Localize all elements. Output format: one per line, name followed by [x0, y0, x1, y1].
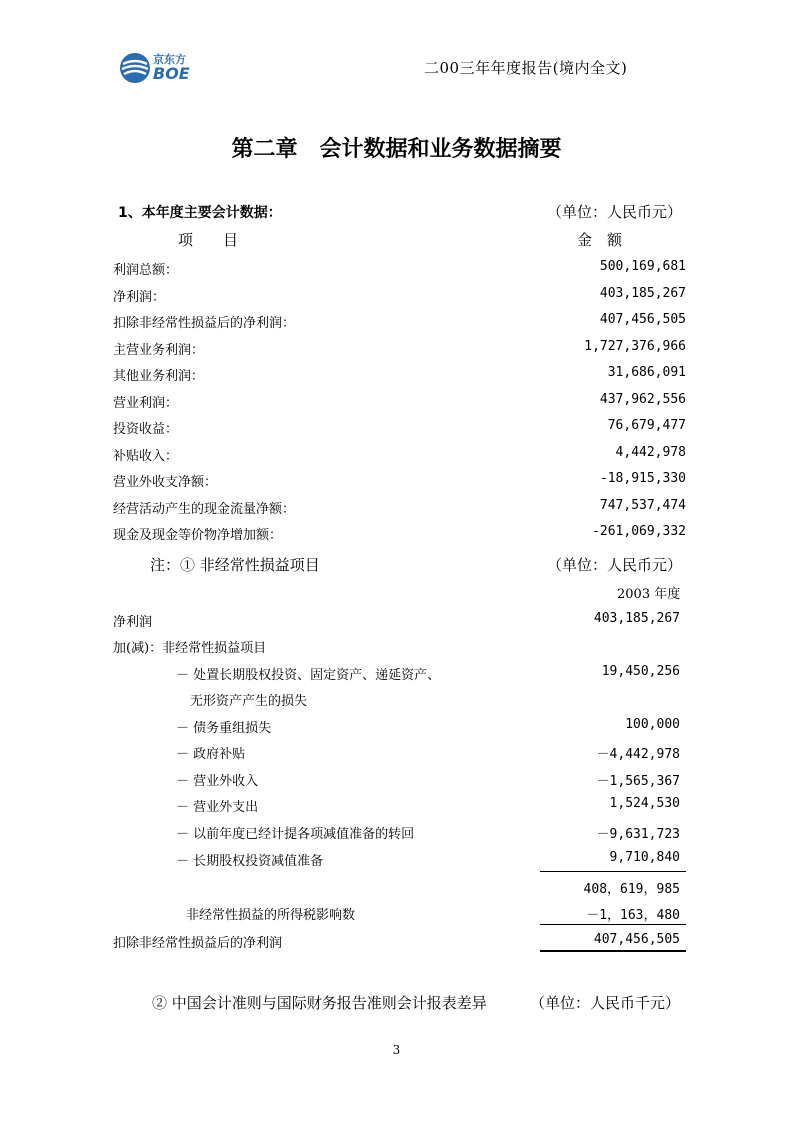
item-label: － 以前年度已经计提各项减值准备的转回 — [176, 827, 415, 842]
item-value: －4,442,978 — [596, 747, 680, 762]
item-label: － 长期股权投资减值准备 — [176, 854, 324, 869]
note2-unit: （单位：人民币千元） — [530, 994, 681, 1012]
income-tax-effect-label: 非经常性损益的所得税影响数 — [186, 908, 356, 923]
report-header-title: 二00三年年度报告(境内全文) — [424, 59, 628, 77]
row-value: 747,537,474 — [599, 498, 686, 513]
add-deduct-label: 加(减)：非经常性损益项目 — [113, 641, 267, 656]
section-title-main-accounting-data: 1、本年度主要会计数据： — [118, 205, 282, 221]
row-value: 407,456,505 — [599, 312, 686, 327]
item-value: －9,631,723 — [596, 827, 680, 842]
row-label: 利润总额： — [113, 263, 179, 278]
page-number: 3 — [392, 1043, 401, 1057]
net-profit-after-deduction-label: 扣除非经常性损益后的净利润 — [113, 936, 283, 951]
income-tax-effect-value: －1，163，480 — [586, 908, 680, 923]
item-label: 无形资产产生的损失 — [190, 694, 308, 709]
item-value: 19,450,256 — [601, 664, 680, 679]
note1-title: 注：① 非经常性损益项目 — [150, 556, 320, 574]
note1-unit: （单位：人民币元） — [547, 556, 683, 574]
row-label: 现金及现金等价物净增加额： — [113, 528, 283, 543]
item-label: － 政府补贴 — [176, 747, 246, 762]
subtotal-rule — [540, 871, 686, 872]
logo-en-text: BOE — [153, 64, 190, 83]
final-double-rule — [540, 950, 686, 952]
item-value: －1,565,367 — [596, 774, 680, 789]
tax-rule — [540, 924, 686, 925]
item-label: － 营业外收入 — [176, 774, 259, 789]
row-value: 76,679,477 — [607, 418, 686, 433]
row-label: 投资收益： — [113, 422, 179, 437]
row-label: 净利润： — [113, 290, 166, 305]
column-header-item: 项 目 — [178, 231, 239, 249]
section1-unit: （单位：人民币元） — [547, 203, 683, 221]
row-value: 1,727,376,966 — [584, 339, 686, 354]
net-profit-value: 403,185,267 — [593, 611, 680, 626]
row-label: 其他业务利润： — [113, 369, 205, 384]
item-label: － 债务重组损失 — [176, 721, 272, 736]
row-value: 403,185,267 — [599, 286, 686, 301]
row-value: -18,915,330 — [599, 471, 686, 486]
logo-cn-text: 京东方 — [153, 53, 186, 66]
row-label: 经营活动产生的现金流量净额： — [113, 502, 296, 517]
row-label: 主营业务利润： — [113, 343, 205, 358]
column-header-amount: 金 额 — [577, 231, 623, 249]
subtotal-value: 408，619，985 — [583, 882, 680, 897]
row-value: 31,686,091 — [607, 365, 686, 380]
net-profit-after-deduction-value: 407,456,505 — [593, 932, 680, 947]
item-value: 100,000 — [625, 717, 680, 732]
row-label: 扣除非经常性损益后的净利润： — [113, 316, 296, 331]
row-value: 500,169,681 — [599, 259, 686, 274]
row-label: 营业外收支净额： — [113, 475, 218, 490]
item-value: 1,524,530 — [609, 796, 680, 811]
row-value: 437,962,556 — [599, 392, 686, 407]
row-value: -261,069,332 — [592, 524, 686, 539]
note1-year-header: 2003 年度 — [617, 587, 681, 602]
row-label: 补贴收入： — [113, 449, 179, 464]
boe-logo — [118, 50, 200, 86]
row-value: 4,442,978 — [615, 445, 686, 460]
note2-title: ② 中国会计准则与国际财务报告准则会计报表差异 — [152, 994, 487, 1012]
chapter-title: 第二章 会计数据和业务数据摘要 — [231, 137, 562, 162]
item-label: － 处置长期股权投资、固定资产、递延资产、 — [176, 668, 441, 683]
item-label: － 营业外支出 — [176, 800, 259, 815]
row-label: 营业利润： — [113, 396, 179, 411]
item-value: 9,710,840 — [609, 850, 680, 865]
net-profit-label: 净利润 — [113, 615, 153, 630]
